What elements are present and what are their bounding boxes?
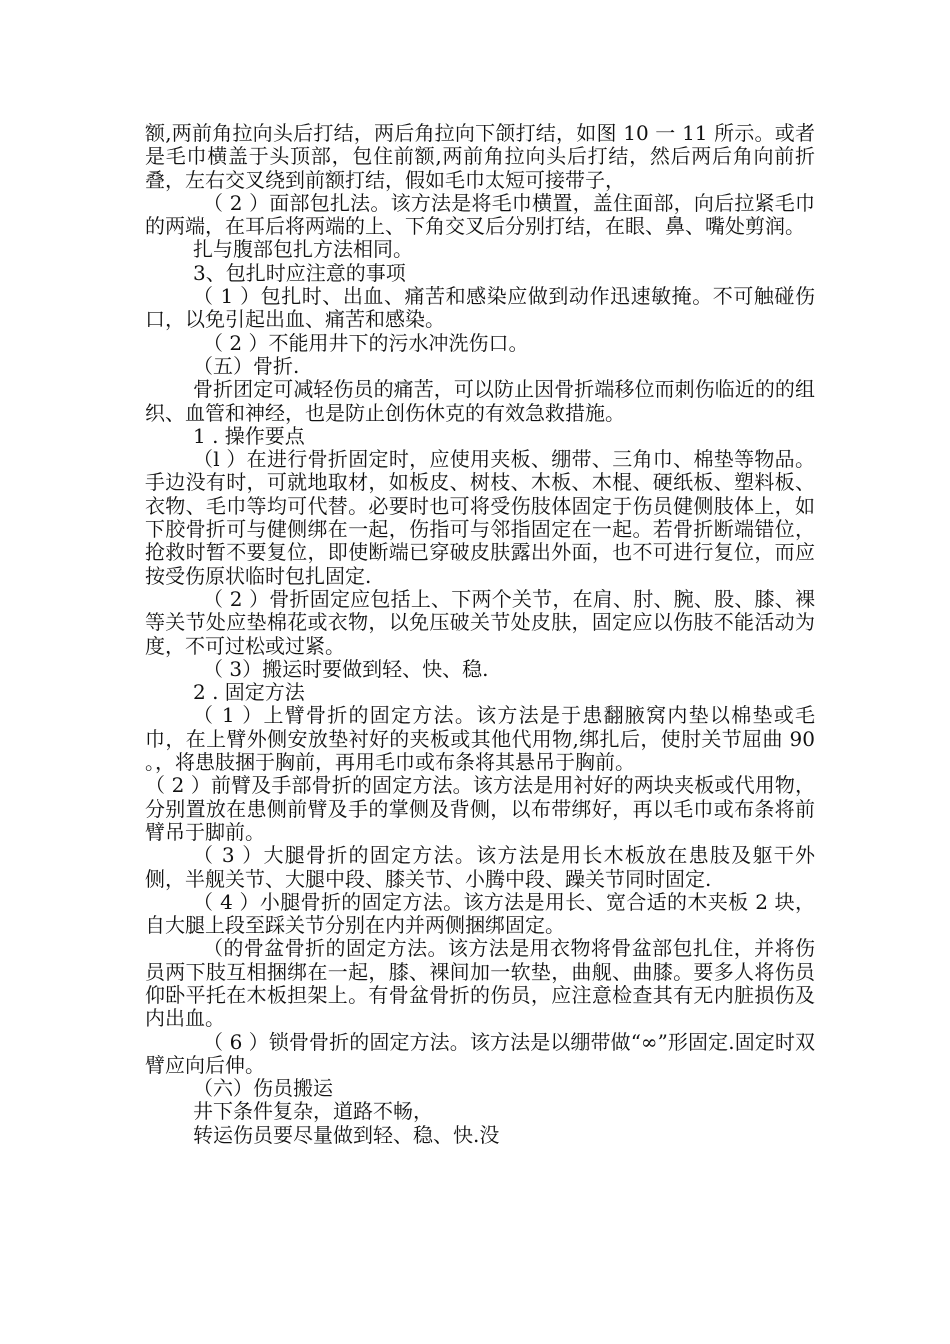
body-paragraph: 骨折团定可减轻伤员的痛苦，可以防止因骨折端移位而刺伤临近的的组织、血管和神经，也是防止创伤休克的有效急救措施。 — [145, 377, 815, 425]
body-paragraph: （ 3 ）大腿骨折的固定方法。该方法是用长木板放在患肢及躯干外侧，半舰关节、大腿中段、膝关节、小腾中段、躁关节同时固定. — [145, 843, 815, 891]
body-paragraph: （六）伤员搬运 — [193, 1076, 333, 1101]
body-paragraph: 井下条件复杂，道路不畅， — [193, 1099, 433, 1124]
body-paragraph: 扎与腹部包扎方法相同。 — [193, 237, 413, 262]
body-paragraph: 额,两前角拉向头后打结，两后角拉向下颌打结，如图 10 一 11 所示。或者是毛巾横盖于头顶部，包住前额,两前角拉向头后打结，然后两后角向前折叠，左右交叉绕到前额打结，假如毛巾太短可接带子， — [145, 121, 815, 192]
body-paragraph: 2 . 固定方法 — [193, 680, 305, 705]
body-paragraph: （ 2 ）前臂及手部骨折的固定方法。该方法是用衬好的两块夹板或代用物，分别置放在患侧前臂及手的掌侧及背侧，以布带绑好，再以毛巾或布条将前臂吊于脚前。 — [145, 773, 815, 844]
body-paragraph: （l ）在进行骨折固定时，应使用夹板、绷带、三角巾、棉垫等物品。手边没有时，可就地取材，如板皮、树枝、木板、木棍、硬纸板、塑料板、衣物、毛巾等均可代替。必要时也可将受伤肢体固定于伤员健侧肢体上，如下胶骨折可与健侧绑在一起，伤指可与邻指固定在一起。若骨折断端错位，抢救时暂不要复位，即使断端已穿破皮肤露出外面，也不可进行复位，而应按受伤原状临时包扎固定. — [145, 447, 815, 588]
body-paragraph: （ 2 ）骨折固定应包括上、下两个关节，在肩、肘、腕、股、膝、裸等关节处应垫棉花或衣物，以免压破关节处皮肤，固定应以伤肢不能活动为度，不可过松或过紧。 — [145, 586, 815, 658]
body-paragraph: （ 1 ）上臂骨折的固定方法。该方法是于患翻腋窝内垫以棉垫或毛巾，在上臂外侧安放垫衬好的夹板或其他代用物,绑扎后，使肘关节屈曲 90 。，将患肢捆于胸前，再用毛巾或布条将其悬吊于胸前。 — [145, 703, 815, 775]
document-body — [145, 122, 815, 1147]
body-paragraph: （ 2 ）不能用井下的污水冲洗伤口。 — [203, 330, 529, 355]
body-paragraph: （ 4 ）小腿骨折的固定方法。该方法是用长、宽合适的木夹板 2 块，自大腿上段至踩关节分别在内并两侧捆绑固定。 — [145, 889, 815, 938]
body-paragraph: 3、包扎时应注意的事项 — [193, 260, 406, 285]
body-paragraph: （ 1 ）包扎时、出血、痛苦和感染应做到动作迅速敏掩。不可触碰伤口，以免引起出血、痛苦和感染。 — [145, 284, 815, 332]
body-paragraph: 1 . 操作要点 — [193, 423, 305, 448]
body-paragraph: （五）骨折. — [193, 353, 300, 378]
body-paragraph: （的骨盆骨折的固定方法。该方法是用衣物将骨盆部包扎住，并将伤员两下肢互相捆绑在一起，膝、裸间加一软垫，曲舰、曲膝。要多人将伤员仰卧平托在木板担架上。有骨盆骨折的伤员，应注意检查其有无内脏损伤及内出血。 — [145, 936, 815, 1031]
body-paragraph: （ 6 ）锁骨骨折的固定方法。该方法是以绷带做“∞”形固定.固定时双臂应向后伸。 — [145, 1029, 815, 1077]
body-paragraph: 转运伤员要尽量做到轻、稳、快.没 — [193, 1122, 500, 1147]
body-paragraph: （ 3）搬运时要做到轻、快、稳. — [203, 656, 489, 681]
body-paragraph: （ 2 ）面部包扎法。该方法是将毛巾横置，盖住面部，向后拉紧毛巾的两端，在耳后将两端的上、下角交叉后分别打结，在眼、鼻、嘴处剪润。 — [145, 190, 815, 239]
